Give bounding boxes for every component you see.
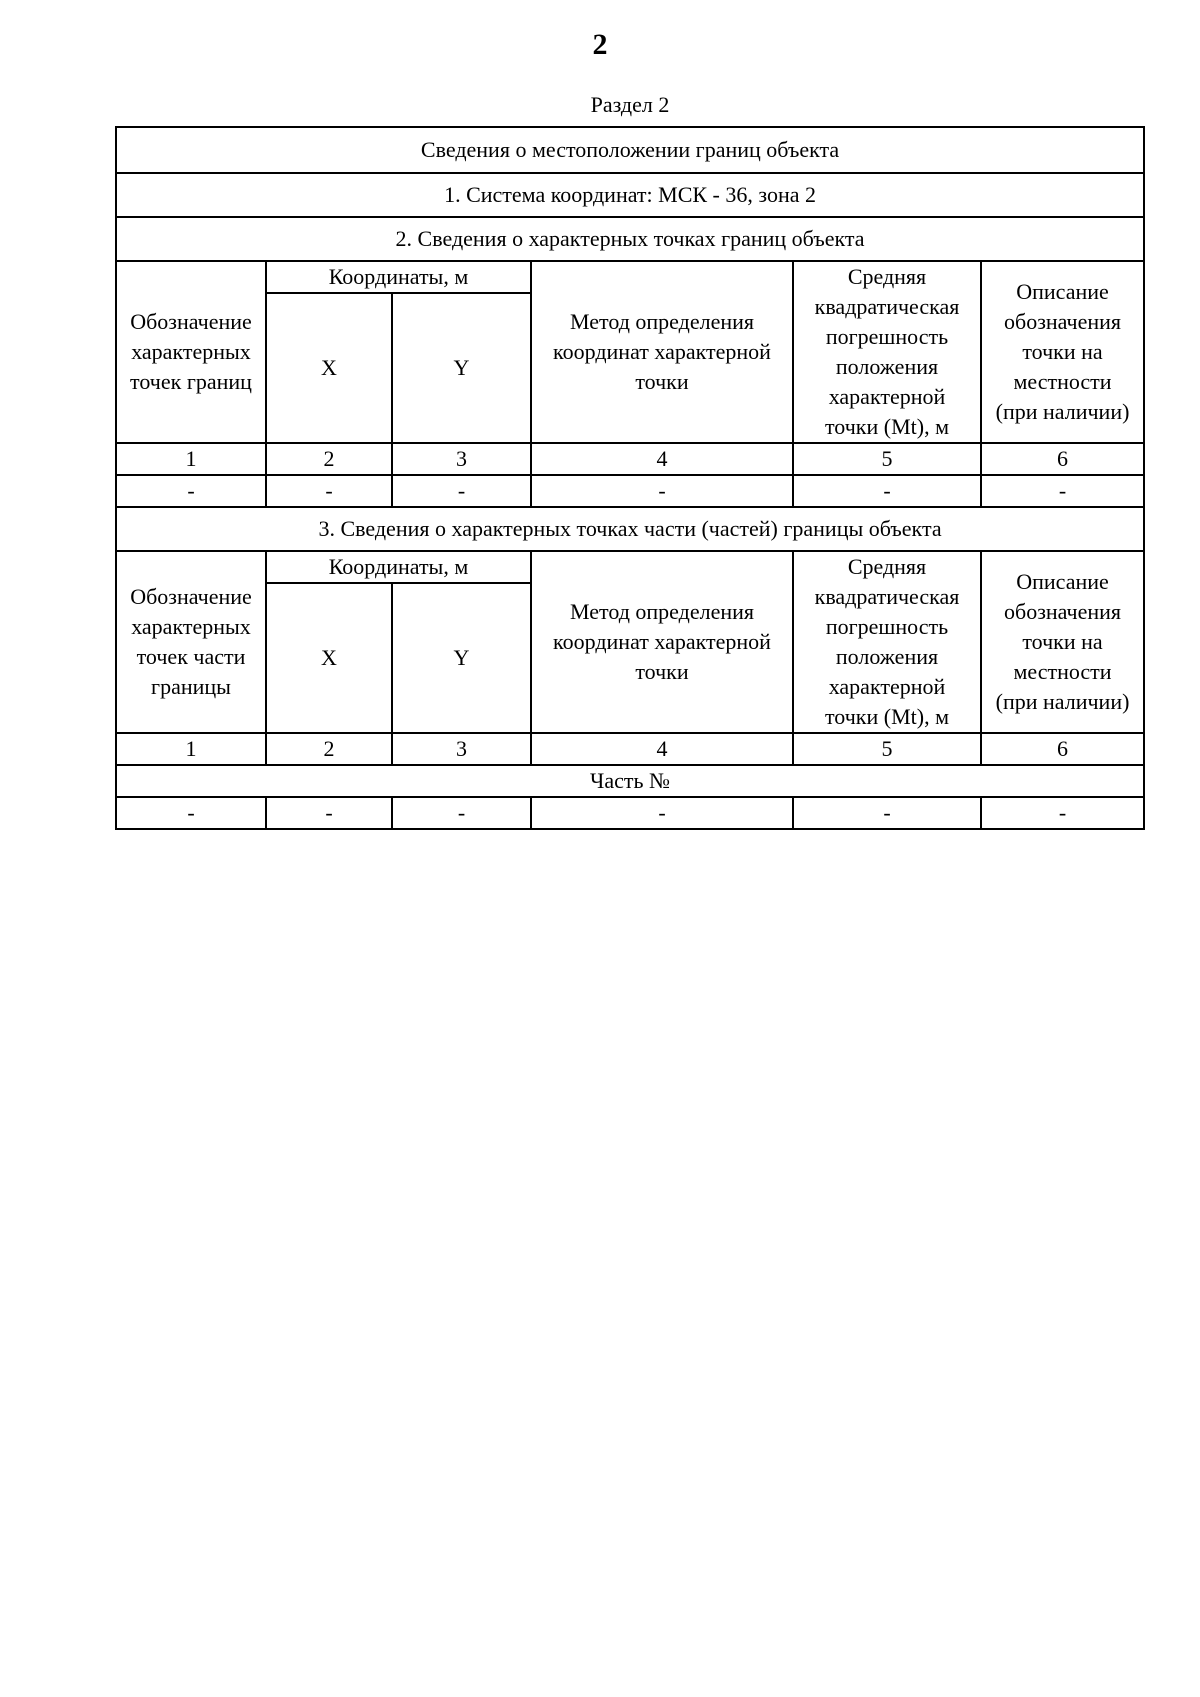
table-cell: - [981,797,1144,829]
block1-heading-row [116,217,1144,261]
section-label: Раздел 2 [590,92,670,117]
column-number: 3 [392,733,531,765]
block1-col-error: Средняя квадратическая погрешность положения характерной точки (Mt), м [793,261,981,443]
column-number: 5 [793,733,981,765]
block1-col-description: Описание обозначения точки на местности (при наличии) [981,261,1144,443]
column-number: 2 [266,733,392,765]
table-row [116,797,1144,829]
block2-col-coords: Координаты, м [266,551,531,583]
block2-heading-row [116,507,1144,551]
table-title: Сведения о местоположении границ объекта [116,127,1144,173]
block2-col-designation: Обозначение характерных точек части границы [116,551,266,733]
block1-col-y: Y [392,293,531,443]
column-number: 3 [392,443,531,475]
table-cell: - [981,475,1144,507]
table-cell: - [266,797,392,829]
table-cell: - [266,475,392,507]
coord-system-row [116,173,1144,217]
table-cell: - [392,797,531,829]
table-cell: - [116,797,266,829]
block2-col-y: Y [392,583,531,733]
block1-numbers-row [116,443,1144,475]
column-number: 1 [116,733,266,765]
block2-col-method: Метод определения координат характерной точки [531,551,793,733]
coord-system-text: 1. Система координат: МСК - 36, зона 2 [116,173,1144,217]
table-title-row [116,127,1144,173]
table-cell: - [531,797,793,829]
table-cell: - [793,797,981,829]
block2-col-description: Описание обозначения точки на местности (при наличии) [981,551,1144,733]
column-number: 6 [981,733,1144,765]
column-number: 4 [531,733,793,765]
page-number: 2 [592,28,608,61]
table-cell: - [116,475,266,507]
boundary-info-table [115,126,1145,830]
block1-header-row [116,261,1144,293]
table-cell: - [793,475,981,507]
block2-header-row [116,551,1144,583]
block1-heading: 2. Сведения о характерных точках границ объекта [116,217,1144,261]
column-number: 5 [793,443,981,475]
block1-col-method: Метод определения координат характерной точки [531,261,793,443]
block1-col-coords: Координаты, м [266,261,531,293]
column-number: 2 [266,443,392,475]
column-number: 1 [116,443,266,475]
table-cell: - [531,475,793,507]
column-number: 4 [531,443,793,475]
block2-numbers-row [116,733,1144,765]
part-number-row [116,765,1144,797]
block2-heading: 3. Сведения о характерных точках части (частей) границы объекта [116,507,1144,551]
part-number-label: Часть № [116,765,1144,797]
block1-col-designation: Обозначение характерных точек границ [116,261,266,443]
block2-col-x: X [266,583,392,733]
table-row [116,475,1144,507]
column-number: 6 [981,443,1144,475]
table-cell: - [392,475,531,507]
block2-col-error: Средняя квадратическая погрешность положения характерной точки (Mt), м [793,551,981,733]
block1-col-x: X [266,293,392,443]
